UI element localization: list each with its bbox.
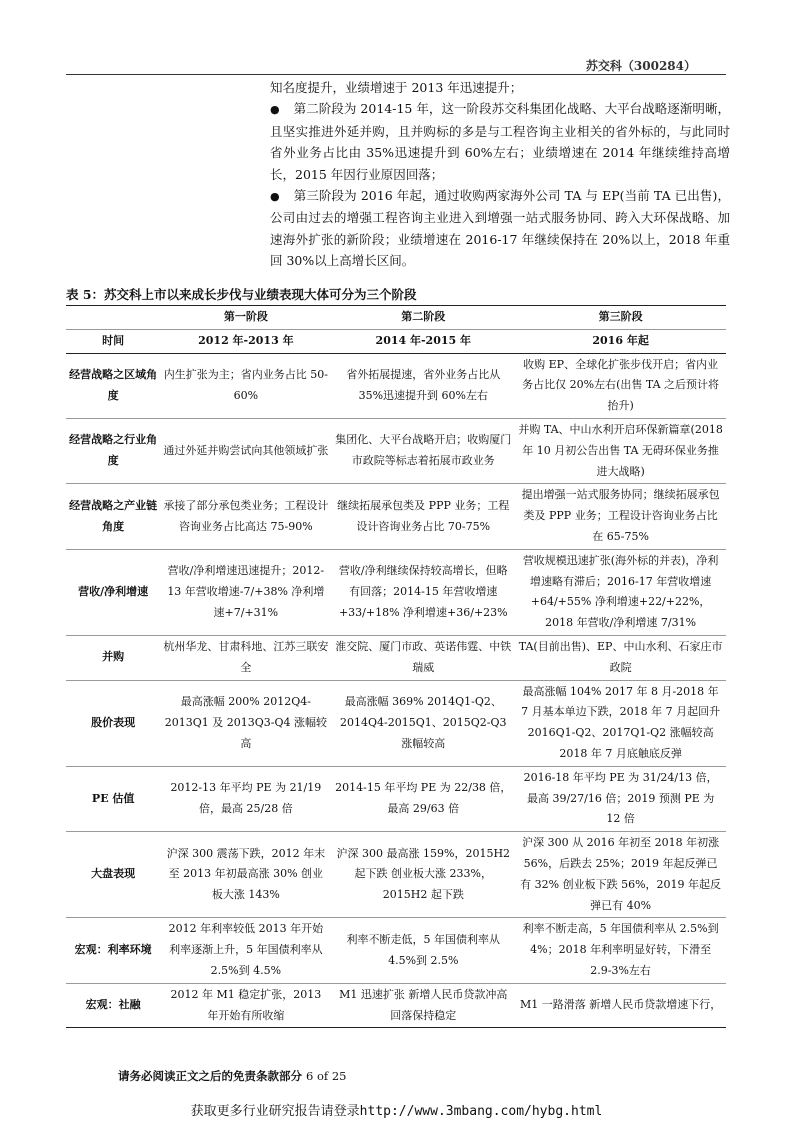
table-cell: 内生扩张为主；省内业务占比 50-60% — [163, 367, 328, 402]
intro-line: 知名度提升，业绩增速于 2013 年迅速提升； — [270, 80, 523, 95]
table-row — [66, 766, 726, 831]
table-row — [66, 418, 726, 483]
table-row — [66, 680, 726, 766]
table-row — [66, 635, 726, 680]
disclaimer-footer — [118, 1068, 346, 1084]
table-cell: 最高涨幅 104% 2017 年 8 月-2018 年 7 月基本单边下跌，2018 年 7 月起回升 2016Q1-Q2、2017Q1-Q2 涨幅较高 2018 年 7 月底触底反弹 — [521, 684, 721, 760]
table-cell: 杭州华龙、甘肃科地、江苏三联安全 — [163, 639, 329, 674]
row-label: 大盘表现 — [91, 867, 136, 881]
table-cell: 沪深 300 从 2016 年初至 2018 年初涨 56%，后跌去 25%；2019 年起反弹已有 32% 创业板下跌 56%，2019 年起反弹已有 40% — [520, 836, 722, 912]
intro-text — [270, 77, 730, 272]
table-corner — [66, 306, 160, 330]
row-label: 宏观：社融 — [85, 998, 141, 1012]
table-cell: 2012 年 M1 稳定扩张，2013 年开始有所收缩 — [170, 987, 322, 1022]
time-label: 时间 — [102, 333, 125, 347]
table-cell: M1 迅速扩张 新增人民币贷款冲高回落保持稳定 — [339, 987, 508, 1022]
table-cell: 沪深 300 震荡下跌，2012 年末至 2013 年初最高涨 30% 创业板大涨 143% — [166, 846, 326, 902]
period-header: 2014 年-2015 年 — [375, 333, 472, 347]
header-divider — [66, 74, 726, 75]
row-label: 经营战略之产业链角度 — [69, 498, 158, 533]
table-cell: 营收/净利增速迅速提升；2012-13 年营收增速-7/+38% 净利增速+7/+31% — [167, 564, 325, 619]
table-cell: 集团化、大平台战略开启；收购厦门市政院等标志着拓展市政业务 — [335, 433, 512, 468]
table-cell: 最高涨幅 369% 2014Q1-Q2、2014Q4-2015Q1、2015Q2-Q3 涨幅较高 — [340, 694, 507, 750]
disclaimer-text: 请务必阅读正文之后的免责条款部分 — [118, 1069, 302, 1083]
row-label: 宏观：利率环境 — [74, 943, 152, 957]
phase-header: 第三阶段 — [598, 310, 643, 323]
table-cell: 沪深 300 最高涨 159%，2015H2 起下跌 创业板大涨 233%，2015H2 起下跌 — [336, 846, 511, 902]
table-cell: 利率不断走低，5 年国债利率从 4.5%到 2.5% — [346, 932, 501, 967]
intro-bullet-phase3: ● 第三阶段为 2016 年起，通过收购两家海外公司 TA 与 EP(当前 TA 已出售)，公司由过去的增强工程咨询主业进入到增强一站式服务协同、跨入大环保战略、加速海外扩张的新阶段；业绩增速在 2016-17 年继续保持在 20%以上，2018 年重回 30%以上高增长区间。 — [270, 185, 730, 272]
table-cell: 通过外延并购尝试向其他领域扩张 — [163, 443, 329, 457]
table-row — [66, 832, 726, 918]
table-cell: 营收/净利继续保持较高增长，但略有回落；2014-15 年营收增速+33/+18% 净利增速+36/+23% — [338, 564, 508, 619]
table-cell: 淮交院、厦门市政、英诺伟霆、中铁瑞威 — [335, 639, 512, 674]
table-cell: 提出增强一站式服务协同；继续拓展承包类及 PPP 业务；工程设计咨询业务占比在 65-75% — [521, 488, 720, 543]
table-period-row — [66, 329, 726, 353]
table-row — [66, 918, 726, 983]
row-label: 经营战略之区域角度 — [69, 367, 158, 402]
phase-header: 第二阶段 — [401, 310, 446, 323]
row-label: 并购 — [102, 650, 125, 664]
table-cell: 2012 年利率较低 2013 年开始利率逐渐上升，5 年国债利率从 2.5%到 4.5% — [168, 922, 324, 977]
table-phase-row — [66, 306, 726, 330]
table-cell: 2014-15 年平均 PE 为 22/38 倍，最高 29/63 倍 — [335, 781, 512, 815]
table-cell: 并购 TA、中山水利开启环保新篇章(2018 年 10 月初公告出售 TA 无碍环保业务推进大战略) — [518, 422, 723, 478]
header-stock-code: 苏交科（300284） — [585, 59, 696, 73]
table-cell: 收购 EP、全球化扩张步伐开启；省内业务占比仅 20%左右(出售 TA 之后预计将抬升) — [522, 357, 720, 413]
stages-table — [66, 305, 726, 1028]
page-number: 6 of 25 — [306, 1069, 347, 1083]
table-row — [66, 983, 726, 1028]
table-cell: TA(目前出售)、EP、中山水利、石家庄市政院 — [518, 639, 723, 674]
table-row — [66, 549, 726, 635]
table-cell: 2012-13 年平均 PE 为 21/19 倍，最高 25/28 倍 — [170, 781, 322, 815]
period-header: 2012 年-2013 年 — [198, 333, 294, 347]
table-cell: 利率不断走高，5 年国债利率从 2.5%到 4%；2018 年利率明显好转，下滑至 2.9-3%左右 — [522, 922, 719, 977]
promo-banner-link[interactable]: 获取更多行业研究报告请登录http://www.3mbang.com/hybg.html — [190, 1104, 603, 1119]
table-cell: 2016-18 年平均 PE 为 31/24/13 倍，最高 39/27/16 倍；2019 预测 PE 为 12 倍 — [523, 770, 718, 826]
table-row — [66, 484, 726, 549]
row-label: 经营战略之行业角度 — [69, 433, 158, 468]
table-title: 表 5：苏交科上市以来成长步伐与业绩表现大体可分为三个阶段 — [66, 287, 417, 302]
phase-header: 第一阶段 — [223, 310, 268, 323]
table-row — [66, 353, 726, 418]
table-cell: 承接了部分承包类业务；工程设计咨询业务占比高达 75-90% — [163, 498, 329, 533]
row-label: 营收/净利增速 — [78, 584, 149, 598]
table-cell: 最高涨幅 200% 2012Q4-2013Q1 及 2013Q3-Q4 涨幅较高 — [164, 694, 327, 750]
row-label: 股价表现 — [91, 715, 136, 729]
table-cell: M1 一路滑落 新增人民币贷款增速下行， — [519, 998, 722, 1012]
table-cell: 营收规模迅速扩张(海外标的并表)，净利增速略有滞后；2016-17 年营收增速+64/+55% 净利增速+22/+22%，2018 年营收/净利增速 7/31% — [522, 553, 719, 630]
row-label: PE 估值 — [91, 791, 135, 805]
table-cell: 省外拓展提速，省外业务占比从 35%迅速提升到 60%左右 — [346, 367, 501, 402]
table-cell: 继续拓展承包类及 PPP 业务；工程设计咨询业务占比 70-75% — [337, 498, 510, 533]
intro-bullet-phase2: ● 第二阶段为 2014-15 年，这一阶段苏交科集团化战略、大平台战略逐渐明晰，且坚实推进外延并购，且并购标的多是与工程咨询主业相关的省外标的，与此同时省外业务占比由 35%迅速提升到 60%左右；业绩增速在 2014 年继续维持高增长，2015 年因行业原因回落； — [270, 98, 730, 185]
period-header: 2016 年起 — [592, 333, 649, 347]
